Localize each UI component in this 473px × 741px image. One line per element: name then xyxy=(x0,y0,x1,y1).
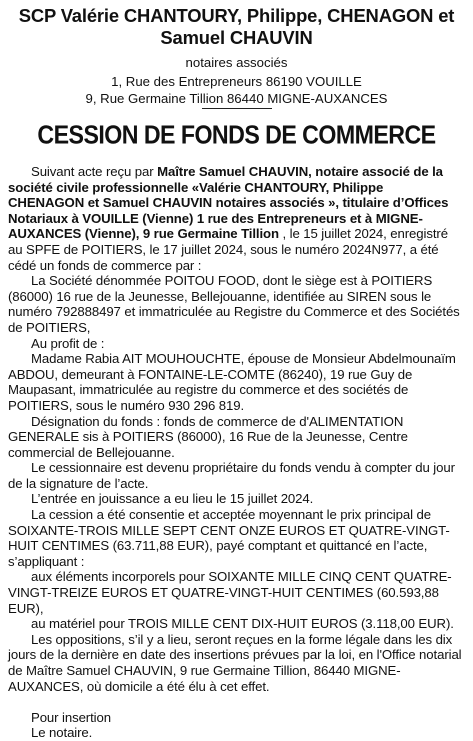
paragraph-ownership: Le cessionnaire est devenu propriétaire du fonds vendu à compter du jour de la signature de l’acte. xyxy=(8,460,455,491)
sale-deed-lead: Suivant acte reçu par xyxy=(31,164,158,179)
paragraph-intangible-assets: aux éléments incorporels pour SOIXANTE MILLE CINQ CENT QUATRE-VINGT-TREIZE EUROS ET QUATRE-VINGT-HUIT CENTIMES (60.593,88 EUR), xyxy=(8,569,452,616)
notary-designation: Maître Samuel CHAUVIN, notaire associé de la société civile professionnelle «Valérie CHANTOURY, Philippe CHENAGON et Samuel CHAUVIN notaires associés », titulaire d’Offices Notariaux à VOUILLE (Vienne) 1 rue des Entrepreneurs et à MIGNE-AUXANCES (Vienne), 9 rue Germaine Tillion xyxy=(8,164,449,242)
paragraph-possession-date: L’entrée en jouissance a eu lieu le 15 juillet 2024. xyxy=(31,491,314,507)
closing-insertion: Pour insertion xyxy=(31,709,111,725)
office-address-vouille: 1, Rue des Entrepreneurs 86190 VOUILLE xyxy=(111,74,362,89)
paragraph-price: La cession a été consentie et acceptée moyennant le prix principal de SOIXANTE-TROIS MILLE SEPT CENT ONZE EUROS ET QUATRE-VINGT-HUIT CENTIMES (63.711,88 EUR), payé comptant et quittancé en l’acte, s’appliquant : xyxy=(8,507,450,569)
paragraph-seller: La Société dénommée POITOU FOOD, dont le siège est à POITIERS (86000) 16 rue de la Jeunesse, Bellejouanne, identifiée au SIREN sous le numéro 792888497 et immatriculée au Registre du Commerce et des Sociétés de POITIERS, xyxy=(8,273,460,335)
closing-signature: Le notaire. xyxy=(31,725,93,741)
sale-deed-details: , le 15 juillet 2024, enregistré au SPFE de POITIERS, le 17 juillet 2024, sous le numéro 2024N977, a été cédé un fonds de commerce par : xyxy=(8,226,448,273)
header-divider xyxy=(202,108,272,109)
paragraph-equipment: au matériel pour TROIS MILLE CENT DIX-HUIT EUROS (3.118,00 EUR). xyxy=(31,616,454,632)
office-subtitle: notaires associés xyxy=(185,55,288,70)
document-title: CESSION DE FONDS DE COMMERCE xyxy=(37,120,436,150)
closing-spacer xyxy=(8,694,462,710)
office-name-heading: SCP Valérie CHANTOURY, Philippe, CHENAGON et Samuel CHAUVIN xyxy=(18,5,455,48)
paragraph-business-designation: Désignation du fonds : fonds de commerce de d'ALIMENTATION GENERALE sis à POITIERS (86000), 16 Rue de la Jeunesse, Centre commercial de Bellejouanne. xyxy=(8,413,408,460)
paragraph-sale-deed xyxy=(8,164,462,273)
paragraph-oppositions: Les oppositions, s’il y a lieu, seront reçues en la forme légale dans les dix jours de la dernière en date des insertions prévues par la loi, en l'Office notarial de Maître Samuel CHAUVIN, 9 rue Germaine Tillion, 86440 MIGNE-AUXANCES, où domicile a été élu à cet effet. xyxy=(8,631,462,694)
paragraph-buyer-intro: Au profit de : xyxy=(31,335,105,351)
notice-body xyxy=(8,164,462,741)
office-address-migne: 9, Rue Germaine Tillion 86440 MIGNE-AUXANCES xyxy=(85,91,388,106)
paragraph-buyer: Madame Rabia AIT MOUHOUCHTE, épouse de Monsieur Abdelmounaïm ABDOU, demeurant à FONTAINE-LE-COMTE (86240), 19 rue Guy de Maupasant, immatriculée au registre du commerce et des sociétés de POITIERS, sous le numéro 930 296 819. xyxy=(8,351,456,413)
